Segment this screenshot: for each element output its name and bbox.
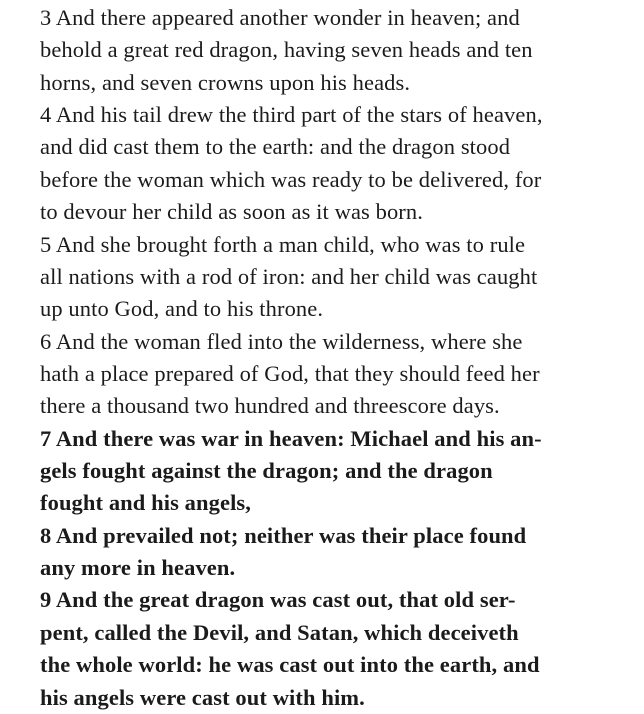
verses-container xyxy=(40,2,616,714)
verse-line: before the woman which was ready to be delivered, for xyxy=(40,166,542,192)
verse-line: up unto God, and to his throne. xyxy=(40,296,324,322)
verse-line: his angels were cast out with him. xyxy=(40,684,365,710)
verse-line: all nations with a rod of iron: and her child was caught xyxy=(40,263,538,289)
verse-8 xyxy=(40,520,616,585)
verse-5 xyxy=(40,229,616,326)
verse-line: hath a place prepared of God, that they should feed her xyxy=(40,360,540,386)
verse-line: 7 And there was war in heaven: Michael and his an- xyxy=(40,425,542,451)
verse-line: 3 And there appeared another wonder in heaven; and xyxy=(40,5,520,30)
verse-4 xyxy=(40,99,616,228)
verse-line: and did cast them to the earth: and the dragon stood xyxy=(40,134,511,160)
verse-line: 4 And his tail drew the third part of the stars of heaven, xyxy=(40,102,543,128)
verse-line: gels fought against the dragon; and the dragon xyxy=(40,458,493,484)
verse-line: horns, and seven crowns upon his heads. xyxy=(40,69,411,95)
verse-line: the whole world: he was cast out into the earth, and xyxy=(40,652,540,678)
verse-line: 6 And the woman fled into the wilderness, where she xyxy=(40,328,523,354)
verse-line: 8 And prevailed not; neither was their place found xyxy=(40,522,527,548)
verse-line: pent, called the Devil, and Satan, which deceiveth xyxy=(40,619,519,645)
verse-7 xyxy=(40,423,616,520)
verse-line: there a thousand two hundred and threescore days. xyxy=(40,393,500,419)
verse-line: fought and his angels, xyxy=(40,490,252,516)
verse-line: to devour her child as soon as it was born. xyxy=(40,199,423,225)
verse-3 xyxy=(40,2,616,99)
verse-9 xyxy=(40,584,616,713)
verse-line: 5 And she brought forth a man child, who was to rule xyxy=(40,231,526,257)
verse-line: 9 And the great dragon was cast out, that old ser- xyxy=(40,587,516,613)
verse-line: behold a great red dragon, having seven heads and ten xyxy=(40,37,533,63)
verse-6 xyxy=(40,326,616,423)
verse-line: any more in heaven. xyxy=(40,555,236,581)
